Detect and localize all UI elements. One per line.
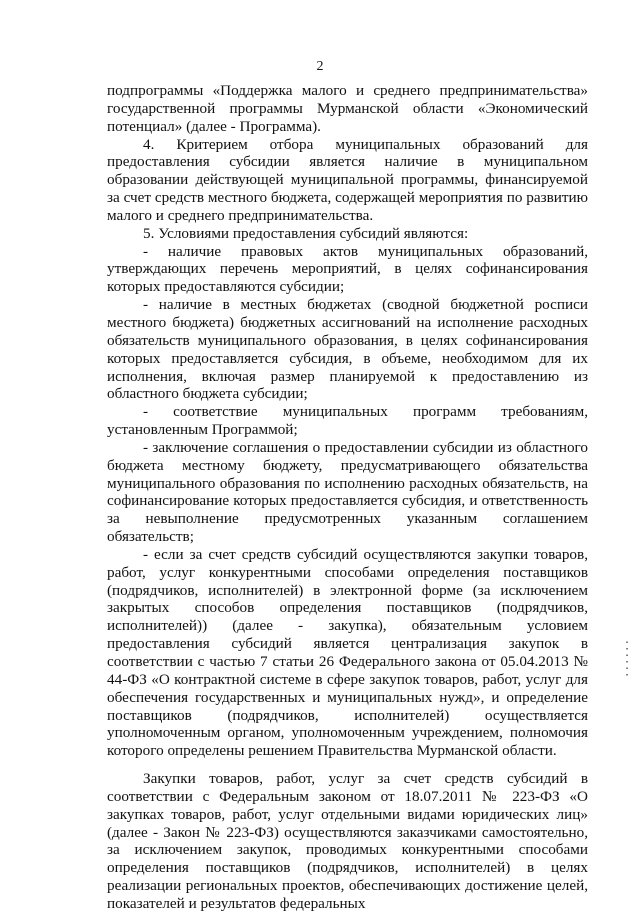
condition-program-compliance: - соответствие муниципальных программ требованиям, установленным Программой;	[107, 403, 588, 439]
paragraph-program-reference: подпрограммы «Поддержка малого и среднего предпринимательства» государственной программы Мурманской области «Экономический потенциал» (далее - Программа).	[107, 82, 588, 135]
condition-procurement-centralization: - если за счет средств субсидий осуществляются закупки товаров, работ, услуг конкурентными способами определения поставщиков (подрядчиков, исполнителей) в электронной форме (за исключением закрытых способов определения поставщиков (подрядчиков, исполнителей)) (далее - закупка), обязательным условием предоставления субсидий является централизация закупок в соответствии с частью 7 статьи 26 Федерального закона от 05.04.2013 № 44-ФЗ «О контрактной системе в сфере закупок товаров, работ, услуг для обеспечения государственных и муниципальных нужд», и определение поставщиков (подрядчиков, исполнителей) осуществляется уполномоченным органом, уполномоченным учреждением, полномочия которого определены решением Правительства Мурманской области.	[107, 545, 588, 760]
condition-legal-acts: - наличие правовых актов муниципальных образований, утверждающих перечень мероприятий, в целях софинансирования которых предоставляются субсидии;	[107, 242, 588, 296]
paragraph-selection-criterion: 4. Критерием отбора муниципальных образований для предоставления субсидии является наличие в муниципальном образовании действующей муниципальной программы, финансируемой за счет средств местного бюджета, содержащей мероприятия по развитию малого и среднего предпринимательства.	[107, 135, 588, 224]
paragraph-procurement-223fz: Закупки товаров, работ, услуг за счет средств субсидий в соответствии с Федеральным законом от 18.07.2011 № 223-ФЗ «О закупках товаров, работ, услуг отдельными видами юридических лиц» (далее - Закон № 223-ФЗ) осуществляются заказчиками самостоятельно, за исключением закупок, проводимых конкурентными способами определения поставщиков (подрядчиков, исполнителей) в целях реализации региональных проектов, обеспечивающих достижение целей, показателей и результатов федеральных	[107, 770, 588, 912]
paragraph-conditions-heading: 5. Условиями предоставления субсидий являются:	[143, 224, 469, 242]
condition-budget-allocations: - наличие в местных бюджетах (сводной бюджетной росписи местного бюджета) бюджетных ассигнований на исполнение расходных обязательств муниципального образования, в целях софинансирования которых предоставляется субсидия, в объеме, необходимом для их исполнения, включая размер планируемой к предоставлению из областного бюджета субсидии;	[107, 296, 588, 403]
condition-subsidy-agreement: - заключение соглашения о предоставлении субсидии из областного бюджета местному бюджету, предусматривающего обязательства муниципального образования по исполнению расходных обязательств, на софинансирование которых предоставляется субсидия, и ответственность за невыполнение предусмотренных указанным соглашением обязательств;	[107, 438, 588, 546]
document-body	[107, 82, 588, 913]
margin-mark: ▪▪▪▪▪▪	[624, 640, 630, 679]
page-number: 2	[316, 59, 324, 74]
